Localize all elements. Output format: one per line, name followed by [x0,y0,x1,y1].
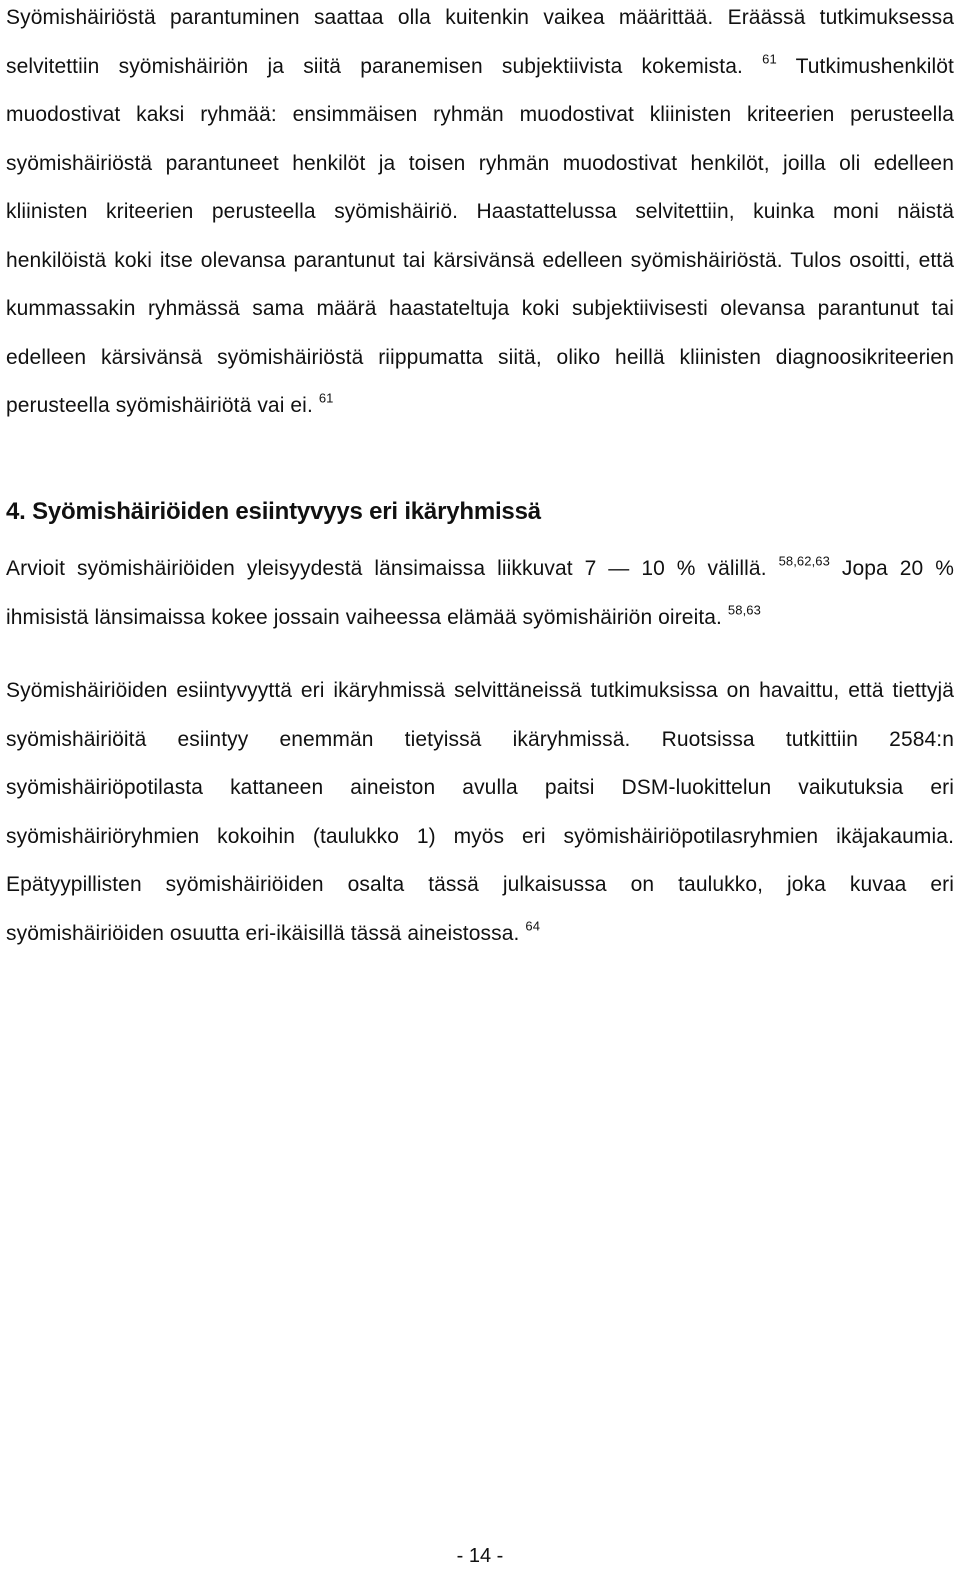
page-number: - 14 - [456,1545,504,1567]
paragraph-recovery [6,0,954,431]
citation-reference: 58,62,63 [778,553,830,569]
paragraph-text: Tutkimushenkilöt muodostivat kaksi ryhmää: ensimmäisen ryhmän muodostivat kliinisten kriteerien perusteella syömishäiriöstä parantuneet henkilöt ja toisen ryhmän muodostivat henkilöt, joilla oli edelleen kliinisten kriteerien perusteella syömishäiriö. Haastattelussa selvitettiin, kuinka moni näistä henkilöistä koki itse olevansa parantunut tai kärsivänsä edelleen syömishäiriöstä. Tulos osoitti, että kummassakin ryhmässä sama määrä haastateltuja koki subjektiivisesti olevansa parantunut tai edelleen kärsivänsä syömishäiriöstä riippumatta siitä, oliko heillä kliinisten diagnoosikriteerien perusteella syömishäiriötä vai ei. [6,54,954,417]
paragraph-text: Jopa 20 % ihmisistä länsimaissa kokee jossain vaiheessa elämää syömishäiriön oireita. [6,557,954,629]
citation-reference: 58,63 [727,601,761,617]
citation-reference: 64 [525,917,541,933]
citation-reference: 61 [318,390,334,406]
paragraph-text: Syömishäiriöiden esiintyvyyttä eri ikäryhmissä selvittäneissä tutkimuksissa on havaittu, että tiettyjä syömishäiriöitä esiintyy enemmän tietyissä ikäryhmissä. Ruotsissa tutkittiin 2584:n syömishäiriöpotilasta kattaneen aineiston avulla paitsi DSM-luokittelun vaikutuksia eri syömishäiriöryhmien kokoihin (taulukko 1) myös eri syömishäiriöpotilasryhmien ikäjakaumia. Epätyypillisten syömishäiriöiden osalta tässä julkaisussa on taulukko, joka kuvaa eri syömishäiriöiden osuutta eri-ikäisillä tässä aineistossa. [6,679,954,945]
section-heading: 4. Syömishäiriöiden esiintyvyys eri ikäryhmissä [6,498,541,525]
paragraph-text: Syömishäiriöstä parantuminen saattaa olla kuitenkin vaikea määrittää. Eräässä tutkimuksessa selvitettiin syömishäiriön ja siitä paranemisen subjektiivista kokemista. [6,6,954,78]
paragraph-text: Arvioit syömishäiriöiden yleisyydestä länsimaissa liikkuvat 7 — 10 % välillä. [6,557,767,580]
paragraph-prevalence [6,545,954,642]
citation-reference: 61 [762,50,777,66]
paragraph-age-groups [6,667,954,958]
